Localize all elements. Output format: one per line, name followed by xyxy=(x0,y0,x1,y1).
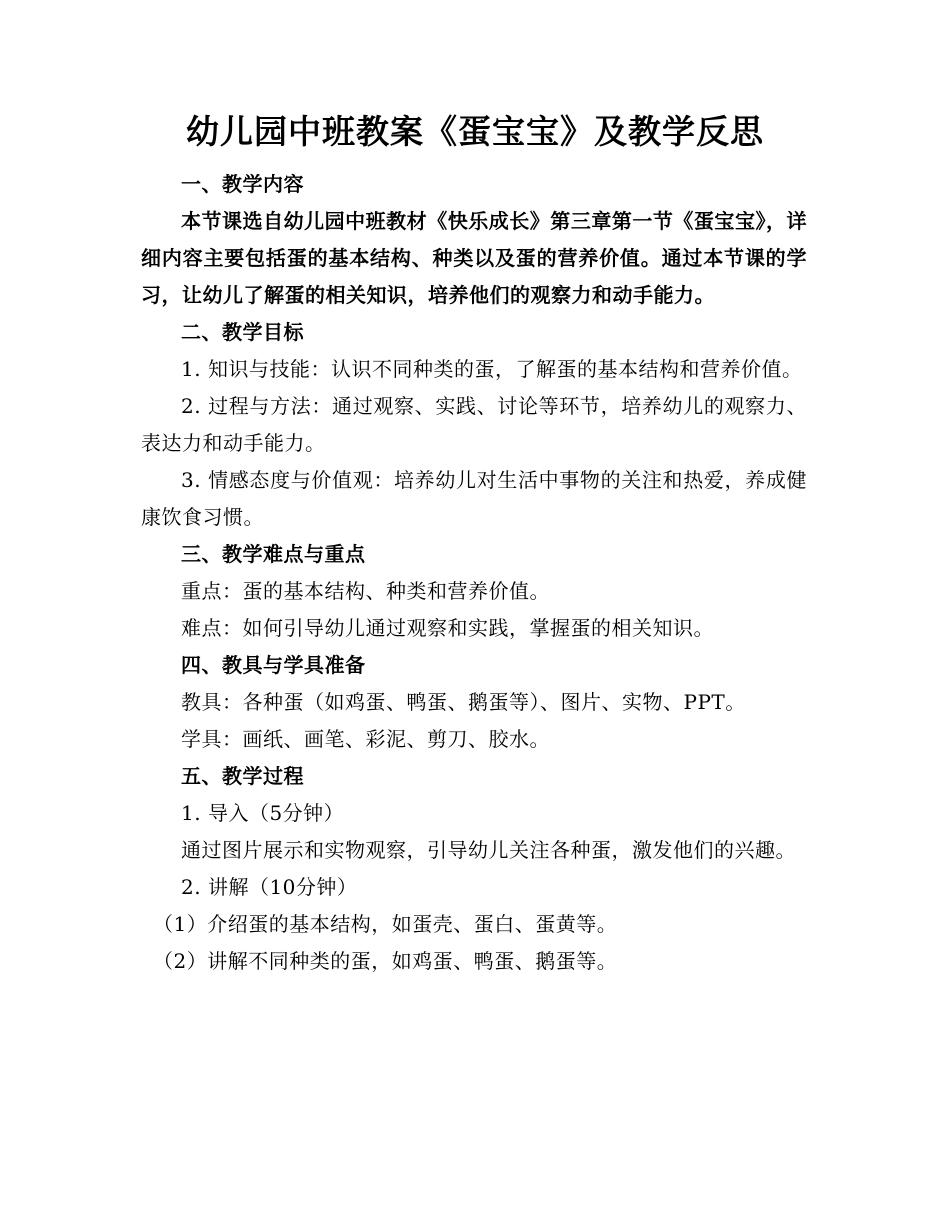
goal-item: 2. 过程与方法：通过观察、实践、讨论等环节，培养幼儿的观察力、表达力和动手能力。 xyxy=(141,394,807,455)
section-heading-content: 一、教学内容 xyxy=(181,172,304,196)
process-item: （2）讲解不同种类的蛋，如鸡蛋、鸭蛋、鹅蛋等。 xyxy=(153,949,618,973)
section-heading-materials: 四、教具与学具准备 xyxy=(181,653,366,677)
document-body xyxy=(141,166,807,980)
key-point-item: 难点：如何引导幼儿通过观察和实践，掌握蛋的相关知识。 xyxy=(181,616,714,640)
material-item: 教具：各种蛋（如鸡蛋、鸭蛋、鹅蛋等）、图片、实物、PPT。 xyxy=(181,690,746,714)
section-heading-goals: 二、教学目标 xyxy=(181,320,304,344)
goal-item: 3. 情感态度与价值观：培养幼儿对生活中事物的关注和热爱，养成健康饮食习惯。 xyxy=(141,468,807,529)
content-paragraph: 本节课选自幼儿园中班教材《快乐成长》第三章第一节《蛋宝宝》，详细内容主要包括蛋的基本结构、种类以及蛋的营养价值。通过本节课的学习，让幼儿了解蛋的相关知识，培养他们的观察力和动手能力。 xyxy=(141,209,807,307)
goal-item: 1. 知识与技能：认识不同种类的蛋，了解蛋的基本结构和营养价值。 xyxy=(181,357,803,381)
material-item: 学具：画纸、画笔、彩泥、剪刀、胶水。 xyxy=(181,727,550,751)
document-title: 幼儿园中班教案《蛋宝宝》及教学反思 xyxy=(186,112,764,151)
key-point-item: 重点：蛋的基本结构、种类和营养价值。 xyxy=(181,579,550,603)
process-item: （1）介绍蛋的基本结构，如蛋壳、蛋白、蛋黄等。 xyxy=(153,912,618,936)
process-item: 通过图片展示和实物观察，引导幼儿关注各种蛋，激发他们的兴趣。 xyxy=(181,838,796,862)
section-heading-process: 五、教学过程 xyxy=(181,764,304,788)
process-item: 1. 导入（5分钟） xyxy=(181,801,345,825)
process-item: 2. 讲解（10分钟） xyxy=(181,875,358,899)
section-heading-key-points: 三、教学难点与重点 xyxy=(181,542,366,566)
